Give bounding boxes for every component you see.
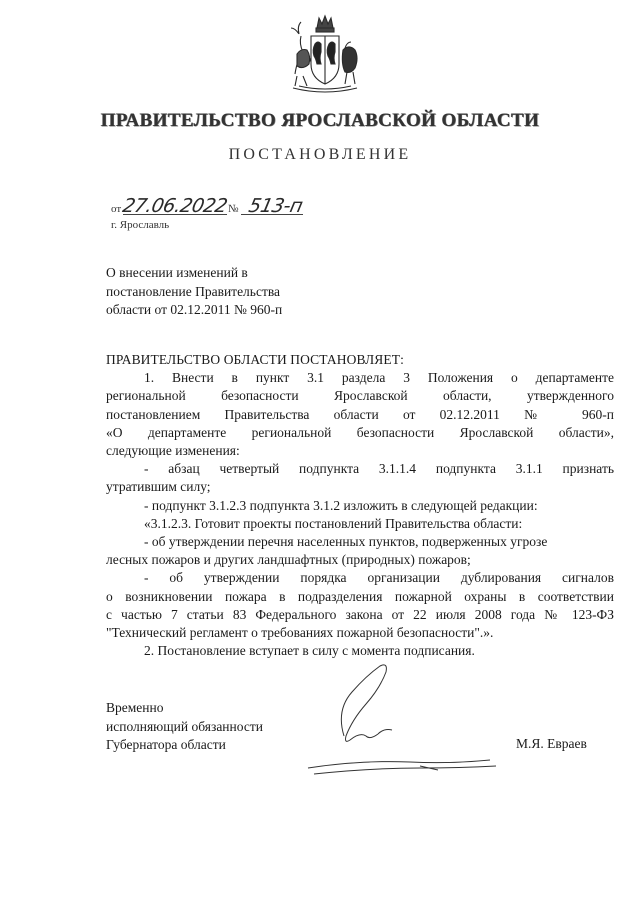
registration-line bbox=[111, 195, 311, 221]
body-line: - об утверждении порядка организации дублирования сигналов bbox=[144, 570, 614, 586]
body-line: «О департаменте региональной безопасности Ярославской области», bbox=[106, 424, 614, 440]
government-title: ПРАВИТЕЛЬСТВО ЯРОСЛАВСКОЙ ОБЛАСТИ bbox=[100, 110, 540, 131]
body-line: постановлением Правительства области от 02.12.2011 № 960-п bbox=[106, 406, 614, 422]
yaroslavl-coat-of-arms-icon bbox=[287, 14, 363, 96]
body-line: следующие изменения: bbox=[106, 443, 240, 459]
body-line: с частью 7 статьи 83 Федерального закона от 22 июля 2008 года № 123-ФЗ bbox=[106, 606, 614, 622]
body-line: - подпункт 3.1.2.3 подпункта 3.1.2 изложить в следующей редакции: bbox=[144, 497, 538, 513]
document-type: ПОСТАНОВЛЕНИЕ bbox=[228, 146, 412, 163]
handwritten-number: 513-п bbox=[246, 195, 305, 217]
body-line: "Технический регламент о требованиях пожарной безопасности".». bbox=[106, 625, 494, 641]
from-label: от bbox=[111, 203, 122, 215]
position-line: исполняющий обязанности bbox=[106, 718, 263, 734]
body-line: - абзац четвертый подпункта 3.1.1.4 подпункта 3.1.1 признать bbox=[144, 461, 614, 477]
signatory-position bbox=[106, 699, 366, 755]
body-line: лесных пожаров и других ландшафтных (природных) пожаров; bbox=[106, 552, 471, 568]
body-line: 2. Постановление вступает в силу с момента подписания. bbox=[144, 643, 475, 659]
signatory-name: М.Я. Евраев bbox=[516, 736, 587, 751]
body-line: о возникновении пожара в подразделения пожарной охраны в соответствии bbox=[106, 588, 614, 604]
body-line: утратившим силу; bbox=[106, 479, 211, 495]
subject-line: постановление Правительства bbox=[106, 283, 281, 299]
position-line: Временно bbox=[106, 700, 164, 715]
body-line: - об утверждении перечня населенных пунктов, подверженных угрозе bbox=[144, 534, 548, 550]
document-body bbox=[106, 351, 614, 660]
number-label: № bbox=[228, 203, 239, 215]
body-line: «3.1.2.3. Готовит проекты постановлений Правительства области: bbox=[144, 515, 523, 531]
city-label: г. Ярославль bbox=[111, 219, 170, 231]
position-line: Губернатора области bbox=[106, 737, 226, 752]
subject-line: О внесении изменений в bbox=[106, 265, 248, 280]
body-line: региональной безопасности Ярославской области, утвержденного bbox=[106, 388, 614, 404]
body-line: 1. Внести в пункт 3.1 раздела 3 Положения о департаменте bbox=[144, 370, 614, 386]
handwritten-date: 27.06.2022 bbox=[120, 195, 230, 217]
resolution-heading: ПРАВИТЕЛЬСТВО ОБЛАСТИ ПОСТАНОВЛЯЕТ: bbox=[106, 352, 404, 367]
subject-line: области от 02.12.2011 № 960-п bbox=[106, 302, 283, 317]
document-subject bbox=[106, 264, 406, 320]
